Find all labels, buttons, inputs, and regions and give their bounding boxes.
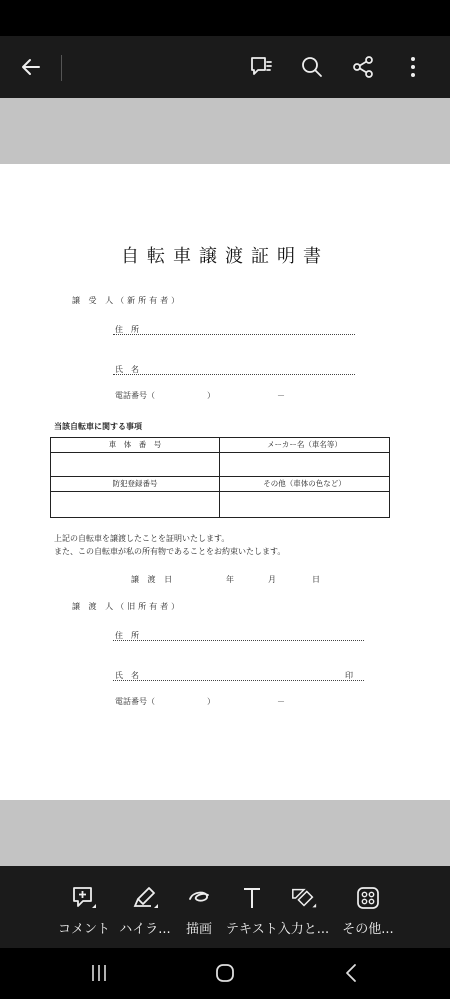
system-navigation-bar: [0, 948, 450, 999]
table-header-other: その他（車体の色など）: [220, 477, 389, 492]
table-header-frame-number: 車 体 番 号: [51, 438, 220, 453]
table-cell-registration[interactable]: [51, 492, 220, 517]
table-header-registration: 防犯登録番号: [51, 477, 220, 492]
transferee-address-line[interactable]: [113, 334, 355, 335]
certify-line-1: 上記の自転車を譲渡したことを証明いたします。: [54, 534, 230, 543]
share-icon[interactable]: [346, 50, 380, 84]
recent-apps-icon[interactable]: [84, 960, 114, 986]
transferor-phone-label: 電話番号（: [115, 697, 155, 706]
tool-comment[interactable]: [49, 884, 119, 937]
more-options-icon[interactable]: [396, 50, 430, 84]
back-arrow-icon[interactable]: [14, 50, 48, 84]
certify-line-2: また、この自転車が私の所有物であることをお約束いたします。: [54, 547, 286, 556]
document-page[interactable]: [0, 164, 450, 800]
date-day: 日: [312, 575, 320, 584]
more-apps-icon: [333, 884, 403, 912]
add-comment-icon: [49, 884, 119, 912]
bicycle-section-heading: 当該自転車に関する事項: [54, 421, 142, 431]
transferor-name-label: 氏 名: [115, 671, 139, 680]
transferee-name-label: 氏 名: [115, 365, 139, 374]
status-bar: [0, 0, 450, 36]
transferor-heading: 譲 渡 人（旧所有者）: [72, 602, 183, 611]
transferee-phone-close: ）: [207, 391, 215, 400]
transfer-date-label: 譲 渡 日: [131, 575, 176, 584]
transferor-phone-close: ）: [207, 697, 215, 706]
transferee-address-label: 住 所: [115, 325, 139, 334]
home-icon[interactable]: [210, 960, 240, 986]
transferee-phone-label: 電話番号（: [115, 391, 155, 400]
search-icon[interactable]: [295, 50, 329, 84]
page-gap-top: [0, 98, 450, 164]
tool-more[interactable]: [333, 884, 403, 937]
tool-text-input-label: テキスト入力と...: [226, 922, 330, 937]
transferor-address-label: 住 所: [115, 631, 139, 640]
tool-eraser[interactable]: [290, 884, 318, 912]
table-cell-other[interactable]: [220, 492, 389, 517]
toolbar-divider: [61, 55, 62, 81]
date-year: 年: [226, 575, 234, 584]
tool-comment-label: コメント: [57, 922, 110, 937]
transferee-heading: 譲 受 人（新所有者）: [72, 296, 183, 305]
seal-mark: 印: [345, 671, 353, 680]
back-icon[interactable]: [336, 960, 366, 986]
comment-list-icon[interactable]: [244, 50, 278, 84]
bicycle-info-table: [50, 437, 390, 518]
document-title: 自転車譲渡証明書: [121, 246, 329, 267]
transferee-name-line[interactable]: [113, 374, 355, 375]
transferee-phone-dash: －: [277, 391, 285, 400]
page-gap-bottom: [0, 800, 450, 866]
date-month: 月: [268, 575, 276, 584]
annotation-toolbar: [0, 866, 450, 948]
tool-draw-label: 描画: [185, 922, 212, 937]
table-cell-maker[interactable]: [220, 453, 389, 477]
table-cell-frame-number[interactable]: [51, 453, 220, 477]
transferor-address-line[interactable]: [113, 640, 364, 641]
top-toolbar: [0, 36, 450, 98]
tool-more-label: その他...: [342, 922, 394, 937]
transferor-phone-dash: －: [277, 697, 285, 706]
tool-highlighter-label: ハイラ...: [119, 922, 171, 937]
table-header-maker: メーカー名（車名等）: [220, 438, 389, 453]
transferor-name-line[interactable]: [113, 680, 364, 681]
eraser-icon: [290, 884, 318, 912]
